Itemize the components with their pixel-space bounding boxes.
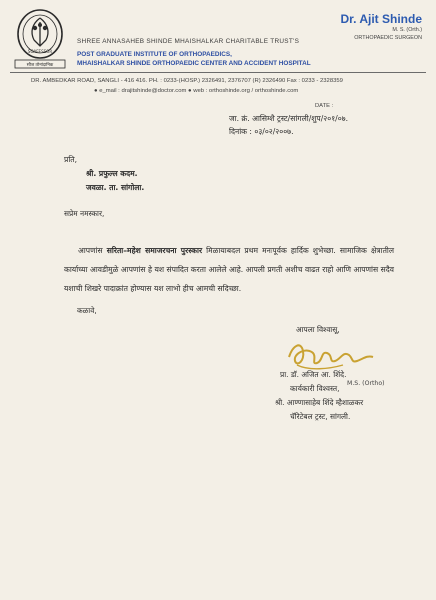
doctor-name: Dr. Ajit Shinde	[340, 12, 422, 26]
doctor-role: ORTHOPAEDIC SURGEON	[354, 35, 422, 41]
reference-number: जा. क्रं. आसिम्शै ट्रस्ट/सांगली/शुप/२०१/०७.	[229, 114, 349, 123]
institute-name-line2: MHAISHALKAR SHINDE ORTHOPAEDIC CENTER AND ACCIDENT HOSPITAL	[77, 60, 311, 67]
signatory-org-line1: श्री. आण्णासाहेब शिंदे म्हैशाळकर	[275, 398, 364, 407]
date-label: DATE :	[315, 103, 334, 109]
signatory-title: कार्यकारी विश्वस्त,	[290, 384, 340, 393]
signatory-qualification: M.S. (Ortho)	[347, 380, 385, 387]
hospital-address: DR. AMBEDKAR ROAD, SANGLI - 416 416. PH. : 0233-(HOSP.) 2326491, 2376707 (R) 2326490 Fax : 0233 - 2328359	[31, 78, 343, 84]
body-text-rest: मिळायाबदल प्रथम मनःपूर्वक हार्दिक शुभेच्छा. सामाजिक क्षेत्रातील कार्याच्या आवडीमुळे आपणांस हे यश संपादित करता आलेले आहे. आपली प्रगती अशीच वाढत राहो आणि आपणांस सदैव यशाची शिखरे पादाक्रांत होण्यास यश लाभो हीच आमची सदिच्छा.	[64, 246, 395, 293]
award-name: सरिता–महेश समाजरचना पुरस्कार	[106, 246, 203, 255]
letter-date: दिनांक : ०३/०२/२००७.	[229, 127, 294, 136]
trust-name: SHREE ANNASAHEB SHINDE MHAISHALKAR CHARITABLE TRUST'S	[77, 38, 300, 45]
institute-name-line1: POST GRADUATE INSTITUTE OF ORTHOPAEDICS,	[77, 51, 232, 58]
letter-body	[64, 241, 394, 298]
contact-line: ● e_mail : drajitshinde@doctor.com ● web : orthoshinde.org / orthoshinde.com	[94, 88, 299, 94]
signatory-name: प्रा. डॉ. अजित आ. शिंदे.	[280, 370, 347, 379]
recipient-to-label: प्रति,	[64, 155, 78, 164]
body-text-start: आपणांस	[78, 246, 107, 255]
signatory-org-line2: चॅरिटेबल ट्रस्ट, सांगली.	[290, 412, 351, 421]
logo-seal-text: SOAFESSOR	[27, 49, 53, 54]
doctor-qualification: M. S. (Orth.)	[392, 27, 422, 33]
logo-caption: सौज तोनांदानिक	[26, 63, 54, 68]
header-divider	[10, 72, 426, 73]
emblem-logo	[12, 6, 70, 70]
closing: कळावे,	[77, 306, 97, 315]
recipient-place: जवळा. ता. सांगोला.	[86, 183, 145, 192]
recipient-name: श्री. प्रफुल्ल कदम.	[86, 169, 138, 178]
yours-faithfully: आपला विश्वासू,	[296, 325, 340, 334]
greeting: सप्रेम नमस्कार,	[64, 209, 105, 218]
